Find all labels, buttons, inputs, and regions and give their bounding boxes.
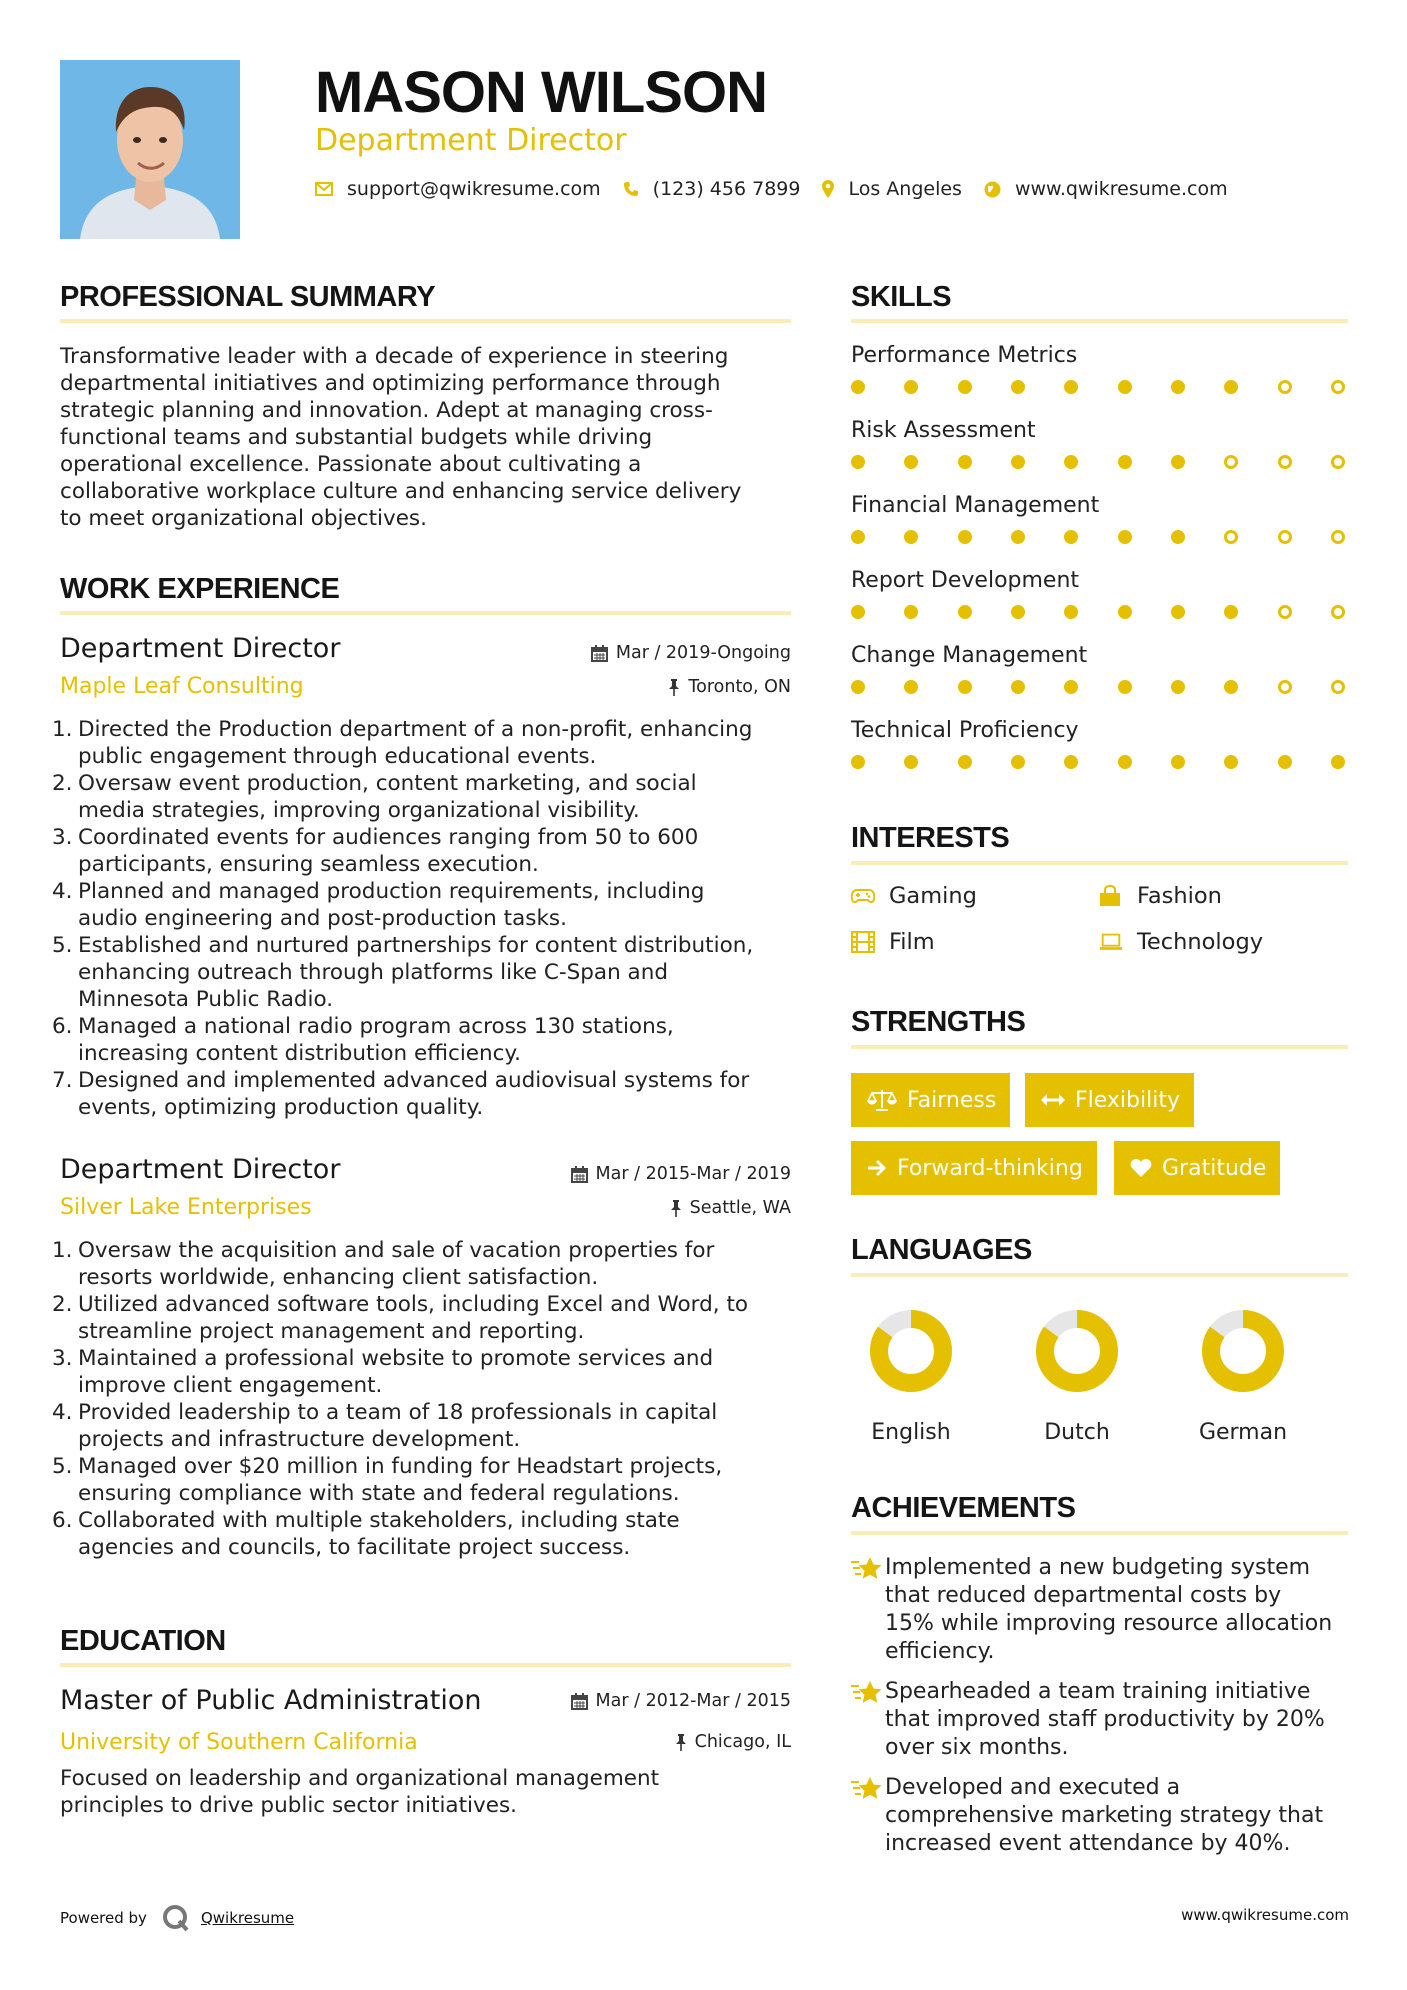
envelope-icon (315, 182, 333, 196)
rating-dot-filled (904, 455, 918, 469)
skill-rating (851, 380, 1345, 394)
languages-heading: LANGUAGES (851, 1234, 1032, 1266)
rating-dot-filled (1224, 680, 1238, 694)
interests-heading: INTERESTS (851, 822, 1010, 854)
rating-dot-filled (958, 380, 972, 394)
job-duties (52, 1237, 800, 1561)
shopping-bag-icon (1099, 885, 1123, 907)
education-heading: EDUCATION (60, 1625, 226, 1657)
pin-icon (668, 679, 680, 696)
website-link[interactable]: www.qwikresume.com (1014, 178, 1228, 200)
skills-divider (851, 319, 1348, 323)
list-item: 5. Established and nurtured partnerships for content distribution, enhancing outreach through platforms like C-Span and Minnesota Public Radio. (52, 933, 754, 1012)
rating-dot-filled (958, 755, 972, 769)
rating-dot-filled (1011, 455, 1025, 469)
language-donut (1198, 1306, 1288, 1396)
job-company: Silver Lake Enterprises (60, 1195, 312, 1220)
skills-list (851, 342, 1348, 792)
job-dates (591, 643, 791, 663)
rating-dot-filled (958, 605, 972, 619)
rating-dot-empty (1278, 380, 1292, 394)
calendar-icon (571, 1166, 588, 1183)
achievement-text (885, 1774, 1323, 1858)
interest-label: Technology (1137, 929, 1264, 955)
strengths-divider (851, 1045, 1348, 1049)
star-badge-icon (851, 1678, 885, 1762)
rating-dot-filled (1171, 455, 1185, 469)
rating-dot-empty (1331, 605, 1345, 619)
phone-icon (623, 181, 639, 197)
interest-item (851, 883, 977, 909)
education-dates (571, 1691, 791, 1711)
rating-dot-filled (851, 680, 865, 694)
achievement-line: Implemented a new budgeting system (885, 1555, 1311, 1580)
achievements-divider (851, 1531, 1348, 1535)
rating-dot-filled (851, 530, 865, 544)
rating-dot-filled (1011, 755, 1025, 769)
interest-item (851, 929, 935, 955)
email-link[interactable]: support@qwikresume.com (347, 178, 601, 200)
achievement-line: that reduced departmental costs by (885, 1583, 1282, 1608)
footer-website[interactable]: www.qwikresume.com (1181, 1906, 1349, 1924)
powered-by (60, 1903, 294, 1933)
language-donut (1032, 1306, 1122, 1396)
star-badge-icon (851, 1774, 885, 1858)
rating-dot-filled (1278, 755, 1292, 769)
rating-dot-filled (1118, 530, 1132, 544)
rating-dot-filled (904, 380, 918, 394)
rating-dot-filled (958, 680, 972, 694)
pin-icon (675, 1734, 687, 1751)
rating-dot-filled (1118, 605, 1132, 619)
job-dates-text: Mar / 2015-Mar / 2019 (595, 1164, 791, 1184)
job-location (670, 1198, 791, 1218)
experience-heading: WORK EXPERIENCE (60, 573, 340, 605)
arrow-right-icon (867, 1159, 887, 1177)
list-item: 4. Planned and managed production requirements, including audio engineering and post-production tasks. (52, 879, 705, 931)
strength-label: Gratitude (1162, 1155, 1267, 1181)
job-location-text: Toronto, ON (688, 677, 791, 697)
list-item: 2. Utilized advanced software tools, including Excel and Word, to streamline project management and reporting. (52, 1292, 749, 1344)
strength-label: Fairness (907, 1087, 997, 1113)
strength-label: Flexibility (1075, 1087, 1180, 1113)
job-dates (571, 1164, 791, 1184)
summary-divider (60, 319, 791, 323)
rating-dot-filled (1224, 380, 1238, 394)
rating-dot-empty (1331, 380, 1345, 394)
rating-dot-filled (904, 755, 918, 769)
list-item: 4. Provided leadership to a team of 18 professionals in capital projects and infrastructure development. (52, 1400, 718, 1452)
skill-item (851, 717, 1348, 792)
language-name: Dutch (1044, 1420, 1110, 1445)
skill-rating (851, 530, 1345, 544)
rating-dot-filled (1064, 605, 1078, 619)
language-item (1017, 1306, 1137, 1445)
rating-dot-filled (851, 605, 865, 619)
school-name: University of Southern California (60, 1730, 418, 1755)
skill-name: Performance Metrics (851, 343, 1078, 368)
rating-dot-empty (1224, 530, 1238, 544)
language-item (851, 1306, 971, 1445)
heart-icon (1130, 1158, 1152, 1178)
map-marker-icon (822, 180, 834, 198)
rating-dot-filled (904, 605, 918, 619)
balance-scale-icon (867, 1089, 897, 1111)
rating-dot-empty (1331, 680, 1345, 694)
skill-item (851, 492, 1348, 567)
rating-dot-filled (1011, 380, 1025, 394)
list-item: 1. Directed the Production department of a non-profit, enhancing public engagement through educational events. (52, 717, 753, 769)
language-name: English (871, 1420, 951, 1445)
languages-divider (851, 1273, 1348, 1277)
achievement-line: 15% while improving resource allocation (885, 1611, 1333, 1636)
star-badge-icon (851, 1554, 885, 1666)
summary-line: operational excellence. Passionate about cultivating a (60, 452, 642, 477)
list-item: 1. Oversaw the acquisition and sale of vacation properties for resorts worldwide, enhancing client satisfaction. (52, 1238, 715, 1290)
list-item: 5. Managed over $20 million in funding for Headstart projects, ensuring compliance with state and federal regulations. (52, 1454, 723, 1506)
strength-label: Forward-thinking (897, 1155, 1083, 1181)
profile-photo (60, 60, 240, 239)
summary-line: departmental initiatives and optimizing performance through (60, 371, 721, 396)
achievement-line: over six months. (885, 1735, 1069, 1760)
rating-dot-empty (1278, 605, 1292, 619)
education-divider (60, 1663, 791, 1667)
skill-rating (851, 755, 1345, 769)
skill-name: Risk Assessment (851, 418, 1036, 443)
rating-dot-filled (1064, 455, 1078, 469)
arrows-horizontal-icon (1041, 1093, 1065, 1107)
achievements-list (851, 1554, 1351, 1870)
rating-dot-filled (958, 455, 972, 469)
rating-dot-filled (851, 755, 865, 769)
skill-rating (851, 680, 1345, 694)
skill-item (851, 417, 1348, 492)
achievement-line: that improved staff productivity by 20% (885, 1707, 1325, 1732)
rating-dot-filled (851, 455, 865, 469)
rating-dot-empty (1331, 530, 1345, 544)
rating-dot-filled (1224, 755, 1238, 769)
summary-line: Transformative leader with a decade of experience in steering (60, 344, 729, 369)
summary-line: to meet organizational objectives. (60, 506, 427, 531)
brand-link[interactable]: Qwikresume (200, 1909, 295, 1927)
skill-item (851, 642, 1348, 717)
achievement-line: Spearheaded a team training initiative (885, 1679, 1311, 1704)
rating-dot-filled (1224, 605, 1238, 619)
gamepad-icon (851, 888, 875, 904)
achievement-text (885, 1554, 1332, 1666)
language-name: German (1198, 1420, 1288, 1445)
rating-dot-filled (851, 380, 865, 394)
rating-dot-filled (1171, 680, 1185, 694)
rating-dot-filled (1171, 530, 1185, 544)
film-icon (851, 931, 875, 953)
rating-dot-empty (1278, 680, 1292, 694)
achievement-line: comprehensive marketing strategy that (885, 1803, 1324, 1828)
strength-tag (1025, 1073, 1194, 1127)
powered-by-label: Powered by (60, 1909, 147, 1927)
skill-rating (851, 605, 1345, 619)
job-dates-text: Mar / 2019-Ongoing (615, 643, 791, 663)
summary-heading: PROFESSIONAL SUMMARY (60, 281, 436, 313)
rating-dot-filled (1118, 680, 1132, 694)
strength-tag (851, 1141, 1097, 1195)
list-item: 6. Collaborated with multiple stakeholders, including state agencies and councils, to facilitate project success. (52, 1508, 680, 1560)
achievements-heading: ACHIEVEMENTS (851, 1492, 1076, 1524)
rating-dot-filled (1171, 605, 1185, 619)
rating-dot-filled (1118, 455, 1132, 469)
rating-dot-filled (1011, 530, 1025, 544)
rating-dot-filled (1011, 680, 1025, 694)
education-dates-text: Mar / 2012-Mar / 2015 (595, 1691, 791, 1711)
rating-dot-filled (904, 680, 918, 694)
interests-divider (851, 861, 1348, 865)
list-item: 7. Designed and implemented advanced audiovisual systems for events, optimizing production quality. (52, 1068, 750, 1120)
rating-dot-filled (1171, 755, 1185, 769)
skill-name: Financial Management (851, 493, 1100, 518)
contact-bar (315, 178, 1250, 200)
job-location (668, 677, 791, 697)
skills-heading: SKILLS (851, 281, 952, 313)
skill-name: Change Management (851, 643, 1088, 668)
list-item: 6. Managed a national radio program across 130 stations, increasing content distribution efficiency. (52, 1014, 674, 1066)
degree-title: Master of Public Administration (60, 1685, 482, 1716)
phone-number[interactable]: (123) 456 7899 (652, 178, 801, 200)
job-duties (52, 716, 800, 1121)
language-donut (866, 1306, 956, 1396)
rating-dot-filled (1118, 380, 1132, 394)
interest-item (1099, 929, 1263, 955)
rating-dot-filled (1064, 530, 1078, 544)
candidate-name: MASON WILSON (315, 60, 767, 125)
qwikresume-logo-icon (161, 1903, 191, 1933)
list-item: 2. Oversaw event production, content marketing, and social media strategies, improving organizational visibility. (52, 771, 697, 823)
rating-dot-filled (1011, 605, 1025, 619)
skill-name: Technical Proficiency (851, 718, 1079, 743)
rating-dot-filled (1331, 755, 1345, 769)
job-location-text: Seattle, WA (689, 1198, 791, 1218)
job-title: Department Director (60, 1154, 341, 1185)
achievement-text (885, 1678, 1325, 1762)
interest-label: Film (889, 929, 935, 955)
rating-dot-filled (1118, 755, 1132, 769)
summary-line: strategic planning and innovation. Adept at managing cross- (60, 398, 713, 423)
interest-label: Gaming (889, 883, 977, 909)
rating-dot-filled (1064, 755, 1078, 769)
candidate-title: Department Director (315, 123, 627, 158)
rating-dot-filled (958, 530, 972, 544)
rating-dot-filled (904, 530, 918, 544)
job-title: Department Director (60, 633, 341, 664)
achievement-item (851, 1774, 1351, 1858)
rating-dot-empty (1278, 530, 1292, 544)
rating-dot-filled (1064, 680, 1078, 694)
language-item (1183, 1306, 1303, 1445)
languages-list (851, 1306, 1348, 1446)
calendar-icon (571, 1693, 588, 1710)
interest-label: Fashion (1137, 883, 1222, 909)
achievement-line: increased event attendance by 40%. (885, 1831, 1291, 1856)
summary-line: functional teams and substantial budgets while driving (60, 425, 653, 450)
rating-dot-filled (1171, 380, 1185, 394)
achievement-item (851, 1554, 1351, 1666)
strengths-heading: STRENGTHS (851, 1006, 1026, 1038)
summary-line: collaborative workplace culture and enhancing service delivery (60, 479, 742, 504)
laptop-icon (1099, 933, 1123, 951)
summary-text (60, 343, 800, 532)
rating-dot-empty (1278, 455, 1292, 469)
education-line: Focused on leadership and organizational management (60, 1766, 660, 1791)
education-line: principles to drive public sector initiatives. (60, 1793, 518, 1818)
interest-item (1099, 883, 1222, 909)
list-item: 3. Coordinated events for audiences ranging from 50 to 600 participants, ensuring seamless execution. (52, 825, 699, 877)
list-item: 3. Maintained a professional website to promote services and improve client engagement. (52, 1346, 714, 1398)
strength-tag (1114, 1141, 1280, 1195)
rating-dot-filled (1064, 380, 1078, 394)
achievement-line: Developed and executed a (885, 1775, 1181, 1800)
education-location (675, 1732, 791, 1752)
skill-item (851, 567, 1348, 642)
job-company: Maple Leaf Consulting (60, 674, 304, 699)
rating-dot-empty (1331, 455, 1345, 469)
person-photo-icon (60, 60, 240, 239)
achievement-line: efficiency. (885, 1639, 995, 1664)
experience-divider (60, 611, 791, 615)
strength-tag (851, 1073, 1010, 1127)
skill-item (851, 342, 1348, 417)
education-location-text: Chicago, IL (694, 1732, 791, 1752)
skill-name: Report Development (851, 568, 1080, 593)
rating-dot-empty (1224, 455, 1238, 469)
achievement-item (851, 1678, 1351, 1762)
skill-rating (851, 455, 1345, 469)
globe-icon (984, 181, 1001, 198)
location-text: Los Angeles (848, 178, 962, 200)
pin-icon (670, 1200, 682, 1217)
education-description (60, 1765, 800, 1819)
calendar-icon (591, 645, 608, 662)
